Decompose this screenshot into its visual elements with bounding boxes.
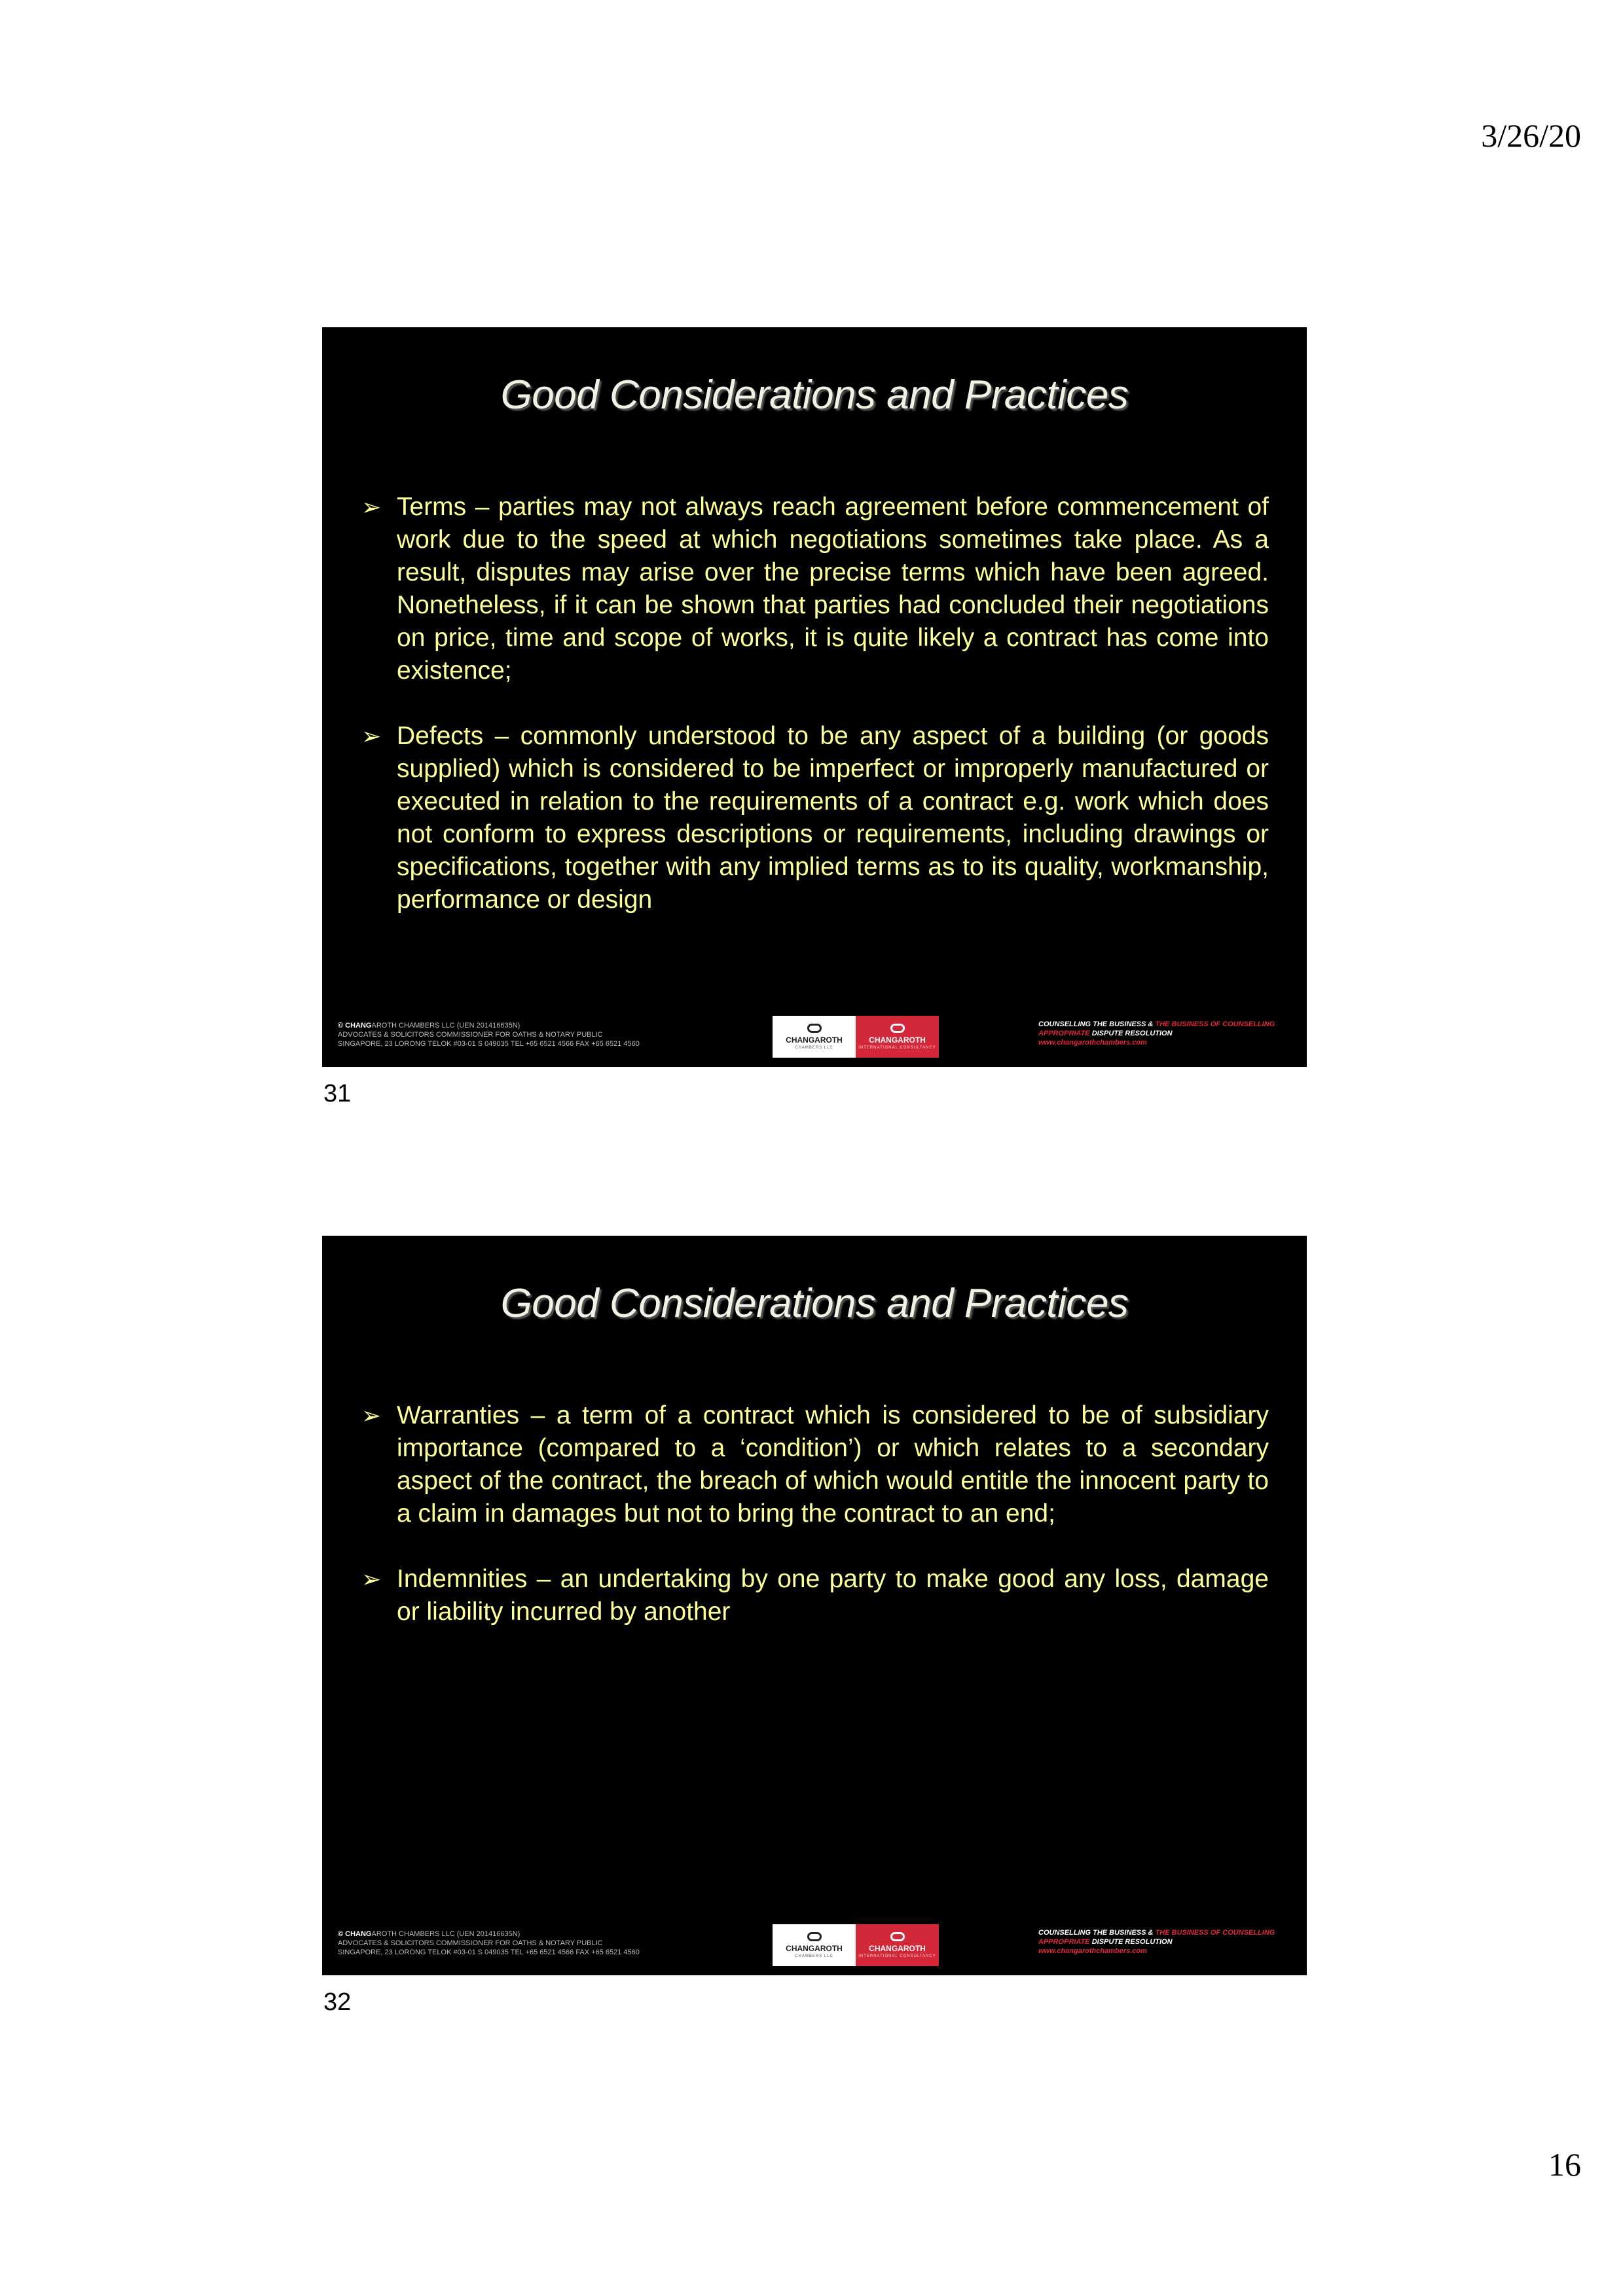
slide-31: [322, 327, 1307, 1067]
website: www.changarothchambers.com: [1038, 1039, 1147, 1047]
firm-logo: [773, 1924, 939, 1966]
bullet-text: Warranties – a term of a contract which is considered to be of subsidiary importance (compared to a ‘condition’) or which relates to a secondary aspect of the contract, the breach of which would entitle the innocent party to a claim in damages but not to bring the contract to an end;: [397, 1401, 1269, 1528]
arrow-bullet-icon: ➢: [361, 1402, 382, 1429]
firm-name-rest: AROTH CHAMBERS LLC (UEN 201416635N): [371, 1930, 520, 1938]
tagline-1a: COUNSELLING THE BUSINESS &: [1038, 1020, 1156, 1028]
logo-mark-icon: [807, 1024, 822, 1033]
tagline-1b: THE BUSINESS OF COUNSELLING: [1155, 1929, 1275, 1937]
logo-sub: CHAMBERS LLC: [795, 1954, 833, 1958]
firm-name-rest: AROTH CHAMBERS LLC (UEN 201416635N): [371, 1022, 520, 1030]
logo-sub: CHAMBERS LLC: [795, 1046, 833, 1050]
tagline-1b: THE BUSINESS OF COUNSELLING: [1155, 1020, 1275, 1028]
logo-consultancy: [856, 1924, 939, 1966]
bullet-terms: [360, 491, 1269, 687]
logo-mark-icon: [890, 1024, 905, 1033]
bullet-defects: [360, 720, 1269, 916]
logo-mark-icon: [890, 1932, 905, 1941]
logo-name: CHANGAROTH: [786, 1944, 843, 1953]
slide-number: 32: [323, 1988, 352, 2016]
slide-footer: [322, 1008, 1307, 1067]
arrow-bullet-icon: ➢: [361, 723, 382, 749]
firm-line-3: SINGAPORE, 23 LORONG TELOK #03-01 S 049035 TEL +65 6521 4566 FAX +65 6521 4560: [338, 1040, 640, 1048]
logo-chambers: [773, 1924, 856, 1966]
bullet-text: Terms – parties may not always reach agreement before commencement of work due to the speed at which negotiations sometimes take place. As a result, disputes may arise over the precise terms which have been agreed. Nonetheless, if it can be shown that parties had concluded their negotiations on price, time and scope of works, it is quite likely a contract has come into existence;: [397, 493, 1269, 685]
logo-chambers: [773, 1016, 856, 1058]
tagline-2b: DISPUTE RESOLUTION: [1091, 1030, 1173, 1037]
logo-name: CHANGAROTH: [786, 1035, 843, 1045]
bullet-text: Indemnities – an undertaking by one party to make good any loss, damage or liability incurred by another: [397, 1565, 1269, 1626]
page-date: 3/26/20: [1481, 117, 1581, 154]
logo-sub: INTERNATIONAL CONSULTANCY: [858, 1954, 936, 1958]
firm-name-prefix: © CHANG: [338, 1930, 372, 1938]
slide-footer: [322, 1916, 1307, 1975]
slide-title: Good Considerations and Practices: [500, 1281, 1129, 1326]
logo-mark-icon: [807, 1932, 822, 1941]
firm-details: [338, 1929, 731, 1957]
firm-line-2: ADVOCATES & SOLICITORS COMMISSIONER FOR OATHS & NOTARY PUBLIC: [338, 1031, 603, 1039]
firm-tagline: [1038, 1928, 1300, 1956]
arrow-bullet-icon: ➢: [361, 1566, 382, 1592]
tagline-2a: APPROPRIATE: [1038, 1938, 1092, 1946]
tagline-2b: DISPUTE RESOLUTION: [1091, 1938, 1173, 1946]
firm-line-3: SINGAPORE, 23 LORONG TELOK #03-01 S 049035 TEL +65 6521 4566 FAX +65 6521 4560: [338, 1948, 640, 1956]
logo-name: CHANGAROTH: [869, 1944, 926, 1953]
slide-title: Good Considerations and Practices: [500, 372, 1129, 418]
website: www.changarothchambers.com: [1038, 1947, 1147, 1955]
firm-tagline: [1038, 1020, 1300, 1047]
bullet-indemnities: [360, 1563, 1269, 1628]
firm-name-prefix: © CHANG: [338, 1022, 372, 1030]
bullet-warranties: [360, 1399, 1269, 1530]
firm-line-2: ADVOCATES & SOLICITORS COMMISSIONER FOR OATHS & NOTARY PUBLIC: [338, 1939, 603, 1947]
page-number: 16: [1548, 2146, 1581, 2183]
tagline-1a: COUNSELLING THE BUSINESS &: [1038, 1929, 1156, 1937]
bullet-text: Defects – commonly understood to be any aspect of a building (or goods supplied) which is considered to be imperfect or improperly manufactured or executed in relation to the requirements of a contract e.g. work which does not conform to express descriptions or requirements, including drawings or specifications, together with any implied terms as to its quality, workmanship, performance or design: [397, 722, 1269, 914]
arrow-bullet-icon: ➢: [361, 493, 382, 520]
tagline-2a: APPROPRIATE: [1038, 1030, 1092, 1037]
slide-32: [322, 1236, 1307, 1975]
bullet-list: [360, 1399, 1269, 1661]
firm-logo: [773, 1016, 939, 1058]
firm-details: [338, 1021, 731, 1049]
bullet-list: [360, 491, 1269, 949]
logo-name: CHANGAROTH: [869, 1035, 926, 1045]
logo-sub: INTERNATIONAL CONSULTANCY: [858, 1046, 936, 1050]
slide-number: 31: [323, 1080, 352, 1107]
logo-consultancy: [856, 1016, 939, 1058]
